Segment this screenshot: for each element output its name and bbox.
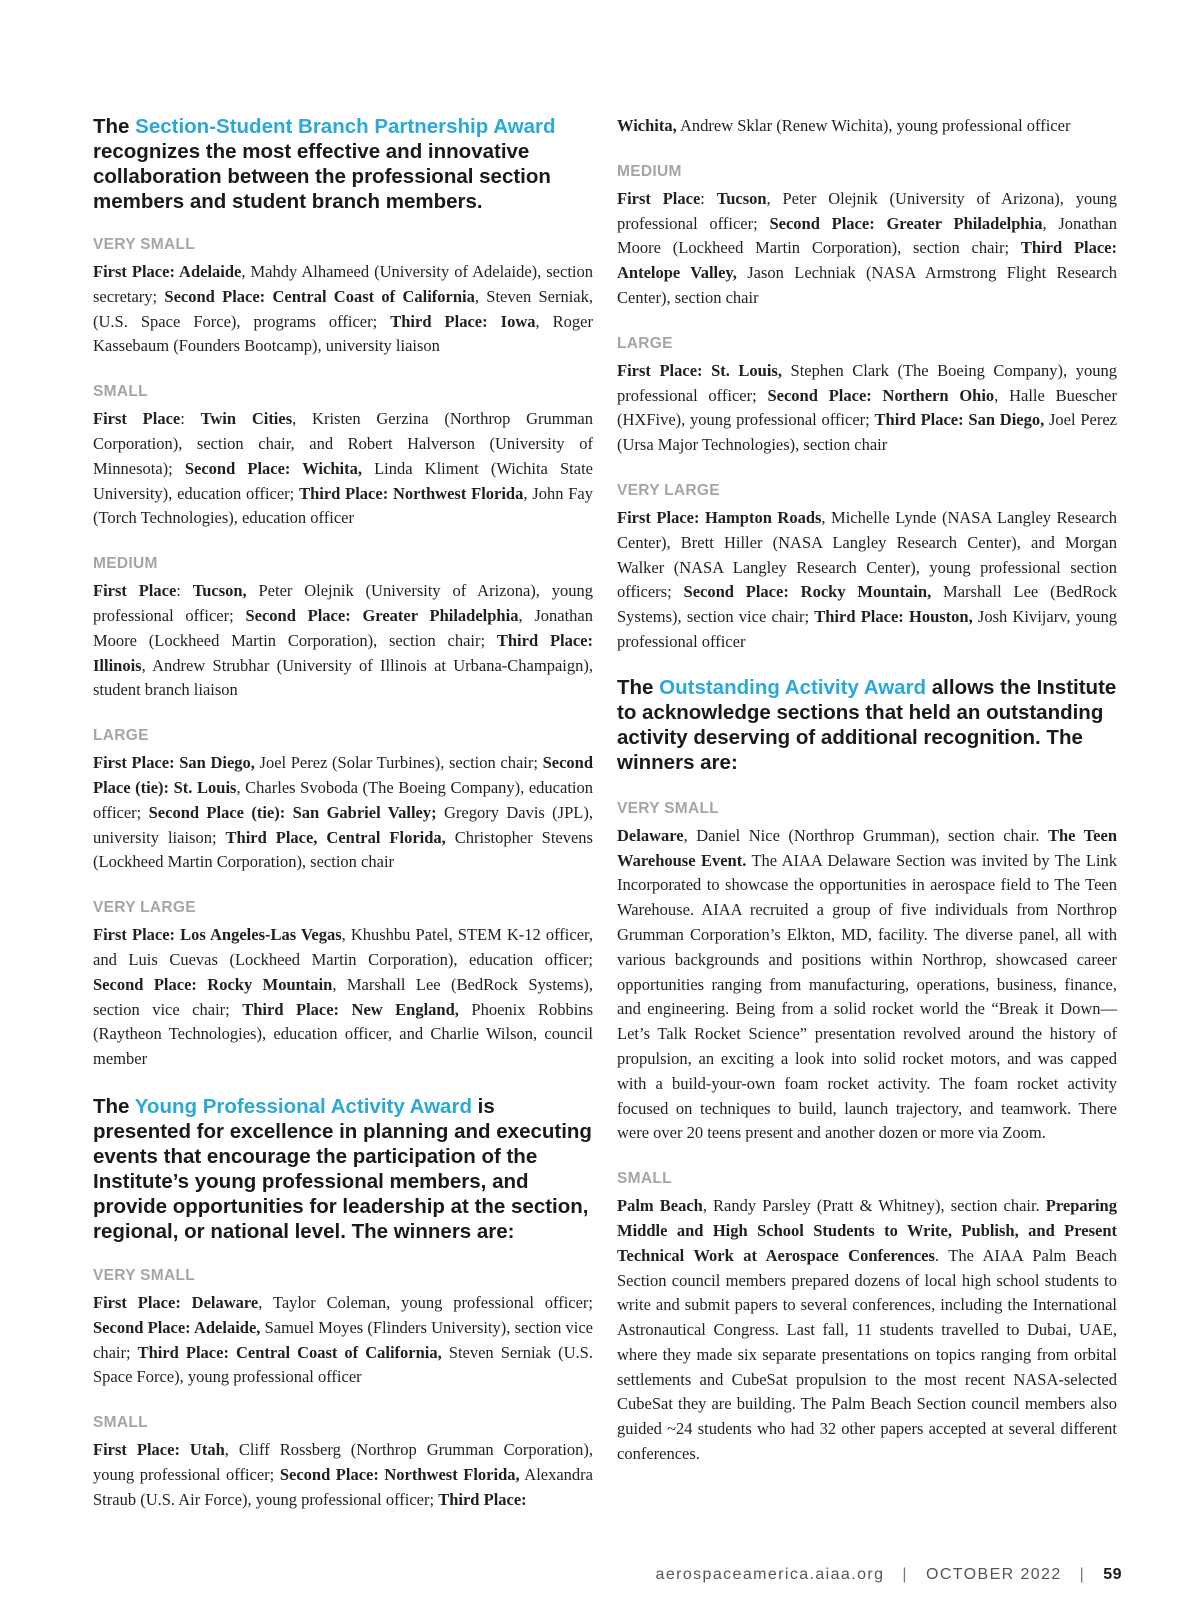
category-heading: SMALL (93, 1414, 148, 1432)
category-heading: MEDIUM (617, 162, 682, 180)
winners-paragraph: First Place: Hampton Roads, Michelle Lynde (NASA Langley Research Center), Brett Hiller (NASA Langley Research Center), and Morgan Walker (NASA Langley Research Center), young professional section officers; Second Place: Rocky Mountain, Marshall Lee (BedRock Systems), section vice chair; Third Place: Houston, Josh Kivijarv, young professional officer (617, 507, 1117, 651)
winners-paragraph: First Place: San Diego, Joel Perez (Solar Turbines), section chair; Second Place (tie): St. Louis, Charles Svoboda (The Boeing Company), education officer; Second Place (tie): San Gabriel Valley; Gregory Davis (JPL), university liaison; Third Place, Central Florida, Christopher Stevens (Lockheed Martin Corporation), section chair (93, 753, 593, 872)
award-intro-outstanding-activity: The Outstanding Activity Award allows the Institute to acknowledge sections that held an outstanding activity deserving of additional recognition. The winners are: (617, 675, 1117, 774)
winners-paragraph: First Place: Utah, Cliff Rossberg (Northrop Grumman Corporation), young professional officer; Second Place: Northwest Florida, Alexandra Straub (U.S. Air Force), young professional officer; Third Place: (93, 1440, 593, 1509)
category-heading: SMALL (93, 383, 148, 401)
category-heading: VERY SMALL (93, 1266, 196, 1284)
footer-separator: | (1079, 1566, 1086, 1583)
winners-paragraph-continued: Wichita, Andrew Sklar (Renew Wichita), young professional officer (617, 116, 1071, 135)
winners-paragraph: Delaware, Daniel Nice (Northrop Grumman), section chair. The Teen Warehouse Event. The AIAA Delaware Section was invited by The Link Incorporated to showcase the opportunities in aerospace field to The Teen Warehouse. AIAA recruited a group of five individuals from Northrop Grumman Corporation’s Elkton, MD, facility. The diverse panel, all with various backgrounds and positions within Northrop, showcased career opportunities ranging from manufacturing, operations, business, finance, and engineering. Being from a solid rocket world the “Break it Down—Let’s Talk Rocket Science” presentation revolved around the history of propulsion, an exciting a look into solid rocket motors, and was capped with a build-your-own foam rocket activity. The foam rocket activity focused on techniques to build, launch trajectory, and teamwork. There were over 20 teens present and another dozen or more via Zoom. (617, 825, 1117, 1143)
award-name-partnership: Section-Student Branch Partnership Award (135, 115, 556, 138)
right-column (617, 114, 1117, 1467)
category-heading: VERY SMALL (93, 236, 196, 253)
category-heading: SMALL (617, 1170, 672, 1188)
category-heading: MEDIUM (93, 555, 158, 573)
category-heading: LARGE (93, 727, 149, 745)
category-heading: VERY LARGE (617, 481, 720, 499)
winners-paragraph: First Place: St. Louis, Stephen Clark (The Boeing Company), young professional officer; Second Place: Northern Ohio, Halle Buescher (HXFive), young professional officer; Third Place: San Diego, Joel Perez (Ursa Major Technologies), section chair (617, 360, 1118, 455)
page-footer (656, 1566, 1122, 1584)
winners-paragraph: First Place: Delaware, Taylor Coleman, young professional officer; Second Place: Adelaide, Samuel Moyes (Flinders University), section vice chair; Third Place: Central Coast of California, Steven Serniak (U.S. Space Force), young professional officer (93, 1292, 594, 1387)
category-heading: VERY SMALL (617, 799, 720, 817)
winners-paragraph: First Place: Twin Cities, Kristen Gerzina (Northrop Grumman Corporation), section chair, and Robert Halverson (University of Minnesota); Second Place: Wichita, Linda Kliment (Wichita State University), education officer; Third Place: Northwest Florida, John Fay (Torch Technologies), education officer (93, 409, 594, 528)
award-intro-partnership: The Section-Student Branch Partnership Award recognizes the most effective and innovative collaboration between the professional section members and student branch members. (93, 115, 556, 213)
award-name-young-professional: Young Professional Activity Award (134, 1094, 472, 1118)
winners-paragraph: Palm Beach, Randy Parsley (Pratt & Whitney), section chair. Preparing Middle and High School Students to Write, Publish, and Present Technical Work at Aerospace Conferences. The AIAA Palm Beach Section council members prepared dozens of local high school students to write and submit papers to several conferences, including the International Astronautical Congress. Last fall, 11 students travelled to Dubai, UAE, where they made six separate presentations on topics ranging from orbital settlements and CubeSat propulsion to the most recent NASA-selected CubeSat they are building. The Palm Beach Section council members also guided ~24 students who had 32 other papers accepted at several different conferences. (617, 1196, 1118, 1464)
left-column (93, 114, 593, 1513)
page-number: 59 (1103, 1566, 1122, 1583)
award-intro-young-professional: The Young Professional Activity Award is presented for excellence in planning and executing events that encourage the participation of the Institute’s young professional members, and provide opportunities for leadership at the section, regional, or national level. The winners are: (93, 1094, 592, 1243)
winners-paragraph: First Place: Tucson, Peter Olejnik (University of Arizona), young professional officer; Second Place: Greater Philadelphia, Jonathan Moore (Lockheed Martin Corporation), section chair; Third Place: Illinois, Andrew Strubhar (University of Illinois at Urbana-Champaign), student branch liaison (93, 581, 593, 700)
award-name-outstanding-activity: Outstanding Activity Award (659, 675, 927, 699)
winners-paragraph: First Place: Adelaide, Mahdy Alhameed (University of Adelaide), section secretary; Second Place: Central Coast of California, Steven Serniak, (U.S. Space Force), programs officer; Third Place: Iowa, Roger Kassebaum (Founders Bootcamp), university liaison (93, 262, 594, 356)
winners-paragraph: First Place: Tucson, Peter Olejnik (University of Arizona), young professional officer; Second Place: Greater Philadelphia, Jonathan Moore (Lockheed Martin Corporation), section chair; Third Place: Antelope Valley, Jason Lechniak (NASA Armstrong Flight Research Center), section chair (617, 188, 1117, 307)
category-heading: LARGE (617, 334, 673, 352)
winners-paragraph: First Place: Los Angeles-Las Vegas, Khushbu Patel, STEM K-12 officer, and Luis Cuevas (Lockheed Martin Corporation), education officer; Second Place: Rocky Mountain, Marshall Lee (BedRock Systems), section vice chair; Third Place: New England, Phoenix Robbins (Raytheon Technologies), education officer, and Charlie Wilson, council member (93, 925, 593, 1069)
footer-issue-date: OCTOBER 2022 (925, 1566, 1062, 1583)
footer-website: aerospaceamerica.aiaa.org (655, 1566, 885, 1583)
footer-separator: | (902, 1566, 908, 1583)
category-heading: VERY LARGE (93, 899, 196, 917)
